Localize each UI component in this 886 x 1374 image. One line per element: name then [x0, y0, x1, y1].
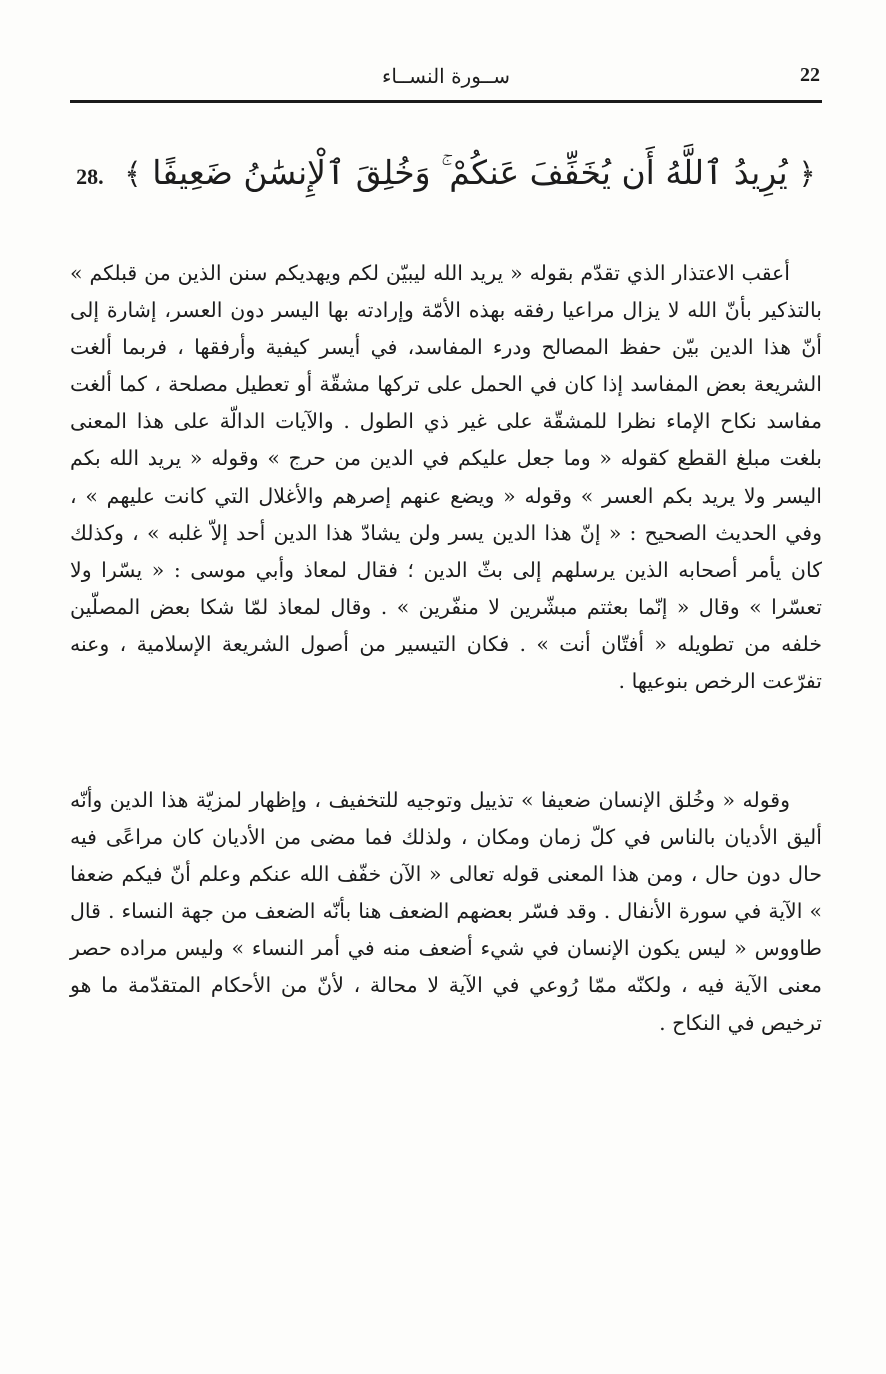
- page-header: [70, 62, 822, 96]
- quran-verse: [70, 138, 822, 208]
- page-number: 22: [800, 64, 820, 86]
- header-rule: [70, 100, 822, 103]
- commentary-paragraph: وقوله « وخُلق الإنسان ضعيفا » تذييل وتوجيه للتخفيف ، وإظهار لمزيّة هذا الدين وأنّه أليق الأديان بالناس في كلّ زمان ومكان ، ولذلك فما مضى من الأديان كان مراعًى فيه حال دون حال ، ومن هذا المعنى قوله تعالى « الآن خفّف الله عنكم وعلم أنّ فيكم ضعفا » الآية في سورة الأنفال . وقد فسّر بعضهم الضعف هنا بأنّه الضعف من جهة النساء . قال طاووس « ليس يكون الإنسان في شيء أضعف منه في أمر النساء » وليس مراده حصر معنى الآية فيه ، ولكنّه ممّا رُوعي في الآية لا محالة ، لأنّ من الأحكام المتقدّمة ما هو ترخيص في النكاح .: [70, 788, 822, 1035]
- verse-number: 28.: [76, 164, 104, 189]
- verse-close-bracket: ﴾: [124, 157, 142, 192]
- commentary-paragraph: أعقب الاعتذار الذي تقدّم بقوله « يريد الله ليبيّن لكم ويهديكم سنن الذين من قبلكم » بالتذكير بأنّ الله لا يزال مراعيا رفقه بهذه الأمّة وإرادته بها اليسر دون العسر، إشارة إلى أنّ هذا الدين بيّن حفظ المصالح ودرء المفاسد، في أيسر كيفية وأرفقها ، فربما ألغت الشريعة بعض المفاسد إذا كان في الحمل على تركها مشقّة أو تعطيل مصلحة ، كما ألغت مفاسد نكاح الإماء نظرا للمشقّة على غير ذي الطول . والآيات الدالّة على هذا المعنى بلغت مبلغ القطع كقوله « وما جعل عليكم في الدين من حرج » وقوله « يريد الله بكم اليسر ولا يريد بكم العسر » وقوله « ويضع عنهم إصرهم والأغلال التي كانت عليهم » ، وفي الحديث الصحيح : « إنّ هذا الدين يسر ولن يشادّ هذا الدين أحد إلاّ غلبه » ، وكذلك كان يأمر أصحابه الذين يرسلهم إلى بثّ الدين ؛ فقال لمعاذ وأبي موسى : « يسّرا ولا تعسّرا » وقال « إنّما بعثتم مبشّرين لا منفّرين » . وقال لمعاذ لمّا شكا بعض المصلّين خلفه من تطويله « أفتّان أنت » . فكان التيسير من أصول الشريعة الإسلامية ، وعنه تفرّعت الرخص بنوعيها .: [70, 261, 822, 694]
- verse-open-bracket: ﴿: [798, 157, 816, 192]
- verse-text: يُرِيدُ ٱللَّهُ أَن يُخَفِّفَ عَنكُمْ ۚ وَخُلِقَ ٱلْإِنسَٰنُ ضَعِيفًا: [152, 153, 788, 192]
- surah-title: ســورة النســاء: [381, 64, 511, 88]
